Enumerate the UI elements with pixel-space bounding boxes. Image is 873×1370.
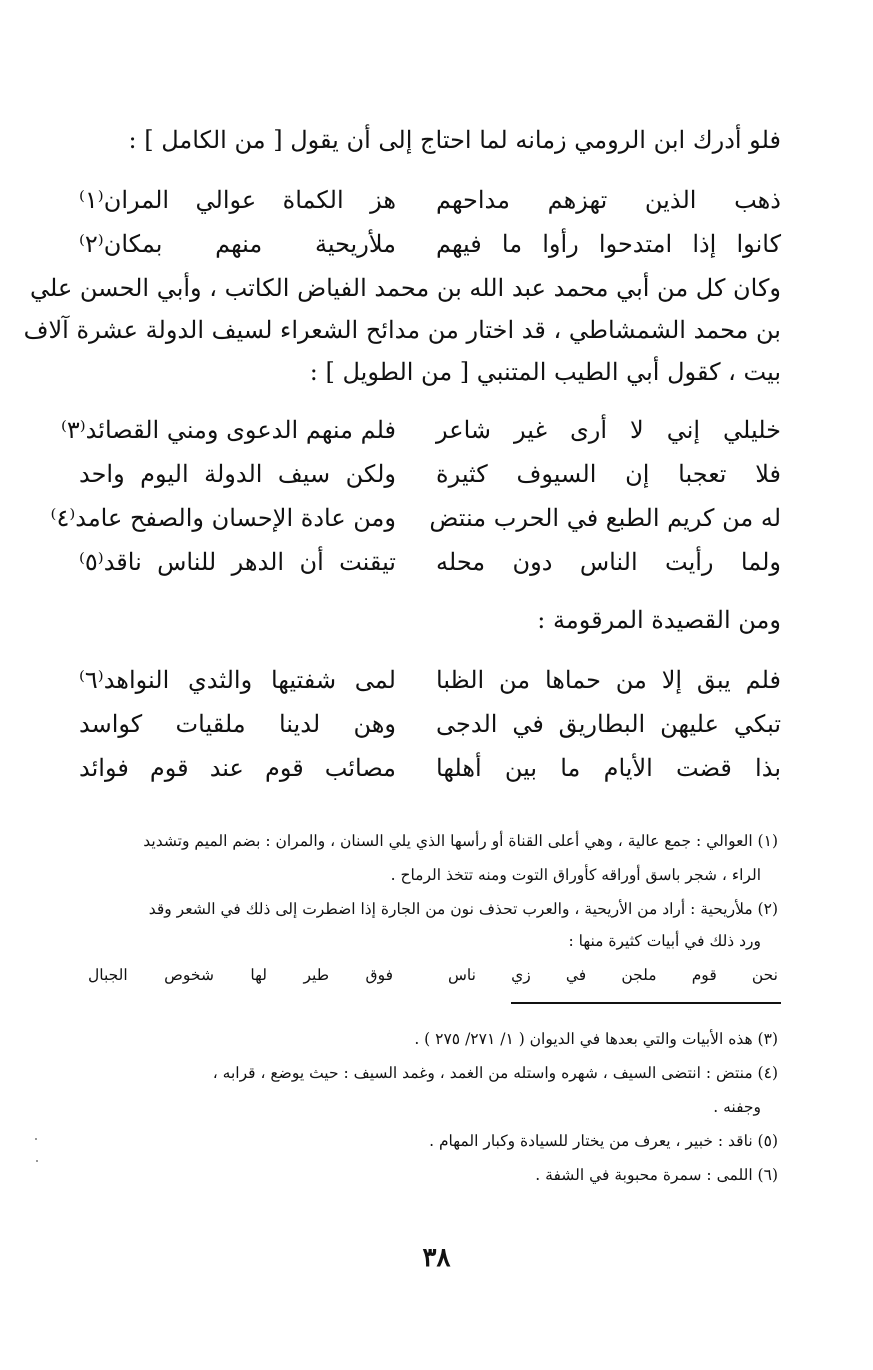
- scan-speck: [35, 1138, 37, 1140]
- verse: [79, 702, 781, 746]
- footnote-3: (٣) هذه الأبيات والتي بعدها في الديوان ( ١/ ٢٧١/ ٢٧٥ ) .: [414, 1030, 778, 1048]
- second-hemistich: تيقنت أن الدهر للناس ناقد⁽٥⁾: [79, 548, 396, 576]
- footnote-6: (٦) اللمى : سمرة محبوبة في الشفة .: [535, 1166, 778, 1184]
- paragraph-line: بن محمد الشمشاطي ، قد اختار من مدائح الشعراء لسيف الدولة عشرة آلاف: [23, 316, 781, 344]
- first-hemistich: فلا تعجبا إن السيوف كثيرة: [436, 460, 781, 488]
- first-hemistich: ذهب الذين تهزهم مداحهم: [436, 186, 781, 214]
- verse: [79, 222, 781, 266]
- second-hemistich: لمى شفتيها والثدي النواهد⁽٦⁾: [79, 666, 396, 694]
- verse: [79, 658, 781, 702]
- first-hemistich: له من كريم الطبع في الحرب منتض: [429, 504, 781, 532]
- footnote-4-continued: وجفنه .: [713, 1098, 761, 1116]
- first-hemistich: بذا قضت الأيام ما بين أهلها: [436, 754, 781, 782]
- second-hemistich: فوق طير لها شخوص الجبال: [88, 966, 393, 984]
- footnote-4: (٤) منتض : انتضى السيف ، شهره واستله من الغمد ، وغمد السيف : حيث يوضع ، قرابه ،: [212, 1064, 778, 1082]
- second-hemistich: هز الكماة عوالي المران⁽١⁾: [79, 186, 396, 214]
- footnote-2: (٢) ملأريحية : أراد من الأريحية ، والعرب تحذف نون من الجارة إذا اضطرت إلى ذلك في الشعر وقد: [148, 900, 778, 918]
- first-hemistich: فلم يبق إلا من حماها من الظبا: [436, 666, 781, 694]
- paragraph-line: بيت ، كقول أبي الطيب المتنبي [ من الطويل ] :: [309, 358, 781, 386]
- scan-speck: [36, 1160, 38, 1162]
- footnote-2-verse: [88, 960, 778, 990]
- footnote-5: (٥) ناقد : خبير ، يعرف من يختار للسيادة وكبار المهام .: [429, 1132, 778, 1150]
- first-hemistich: ولما رأيت الناس دون محله: [436, 548, 781, 576]
- first-hemistich: نحن قوم ملجن في زي ناس: [448, 966, 778, 984]
- section-intro: ومن القصيدة المرقومة :: [537, 606, 781, 634]
- second-hemistich: ملأريحية منهم بمكان⁽٢⁾: [79, 230, 396, 258]
- first-hemistich: تبكي عليهن البطاريق في الدجى: [436, 710, 781, 738]
- verse: [79, 178, 781, 222]
- second-hemistich: وهن لدينا ملقيات كواسد: [79, 710, 396, 738]
- footnote-2-continued: ورد ذلك في أبيات كثيرة منها :: [568, 932, 761, 950]
- second-hemistich: ومن عادة الإحسان والصفح عامد⁽٤⁾: [50, 504, 396, 532]
- page-number: ٣٨: [422, 1243, 451, 1273]
- second-hemistich: فلم منهم الدعوى ومني القصائد⁽٣⁾: [60, 416, 396, 444]
- verse: [79, 452, 781, 496]
- second-hemistich: مصائب قوم عند قوم فوائد: [79, 754, 396, 782]
- footnote-1: (١) العوالي : جمع عالية ، وهي أعلى القناة أو رأسها الذي يلي السنان ، والمران : بضم الميم وتشديد: [143, 832, 778, 850]
- verse: [79, 746, 781, 790]
- paragraph-line: وكان كل من أبي محمد عبد الله بن محمد الفياض الكاتب ، وأبي الحسن علي: [30, 274, 781, 302]
- second-hemistich: ولكن سيف الدولة اليوم واحد: [79, 460, 396, 488]
- footnote-1-continued: الراء ، شجر باسق أوراقه كأوراق التوت ومنه تتخذ الرماح .: [390, 866, 761, 884]
- intro-line: فلو أدرك ابن الرومي زمانه لما احتاج إلى أن يقول [ من الكامل ] :: [128, 126, 781, 154]
- verse: [79, 540, 781, 584]
- first-hemistich: خليلي إني لا أرى غير شاعر: [436, 416, 781, 444]
- footnote-divider: [511, 1002, 781, 1004]
- first-hemistich: كانوا إذا امتدحوا رأوا ما فيهم: [436, 230, 781, 258]
- verse: [60, 408, 781, 452]
- verse: [50, 496, 781, 540]
